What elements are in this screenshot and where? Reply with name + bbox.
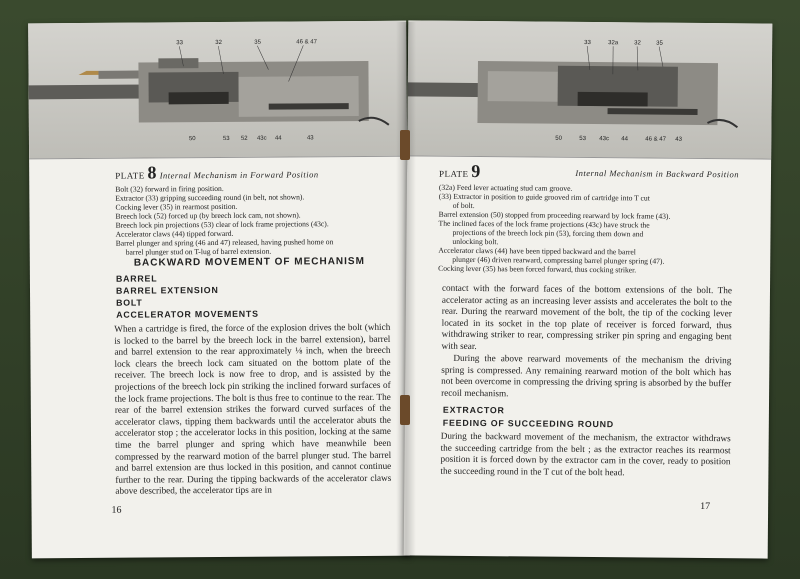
page-number: 16 bbox=[111, 504, 122, 516]
photo-label: 33 bbox=[584, 39, 591, 47]
caption-line: Cocking lever (35) in rearmost position. bbox=[115, 201, 238, 212]
plate-caption: Internal Mechanism in Forward Position bbox=[159, 169, 319, 181]
caption-line: projections of the breech lock pin (53), forcing them down and bbox=[452, 227, 644, 239]
caption-line: Barrel plunger and spring (46 and 47) released, having pushed home on bbox=[115, 237, 334, 248]
body-paragraph: During the backward movement of the mechanism, the extractor withdraws the succeeding cartridge from the belt ; as the extractor reaches its rearmost position it is forced down by the extractor cam in the cover, ready to position the succeeding round in the T cut of the bolt head. bbox=[440, 430, 731, 478]
plate-9-heading bbox=[439, 161, 739, 185]
subhead-bolt: BOLT bbox=[116, 297, 143, 308]
photo-label: 50 bbox=[555, 135, 563, 142]
photo-label: 35 bbox=[254, 39, 261, 46]
caption-line: Barrel extension (50) stopped from proceeding rearward by lock frame (43). bbox=[438, 209, 671, 221]
photo-label: 53 bbox=[222, 135, 230, 142]
caption-line: plunger (46) driven rearward, compressing barrel plunger spring (47). bbox=[452, 254, 665, 266]
plate-8-captions bbox=[115, 183, 385, 257]
photo-label: 32 bbox=[634, 40, 641, 47]
plate-prefix: PLATE bbox=[115, 170, 145, 181]
plate-9-captions bbox=[438, 183, 739, 276]
photo-label: 43c bbox=[599, 136, 610, 143]
plate-8-heading bbox=[115, 161, 319, 183]
staple bbox=[400, 395, 410, 425]
photo-label: 43c bbox=[256, 135, 267, 142]
plate-caption: Internal Mechanism in Backward Position bbox=[575, 167, 740, 180]
subhead-barrel: BARREL bbox=[115, 273, 158, 284]
plate-number: 9 bbox=[471, 160, 481, 182]
caption-line: (33) Extractor in position to guide grooved rim of cartridge into T cut bbox=[438, 191, 650, 203]
body-paragraph: contact with the forward faces of the bottom extensions of the bolt. The accelerator acting as an increasing lever assists and accelerates the bolt to the rear. During the rearward movement of the bolt, the tip of the cocking lever located in its socket in the top plate of receiver is forced forward, thus withdrawing striker to rear, compressing striker pin spring and engaging bent with sear. bbox=[441, 282, 733, 351]
photo-label: 32 bbox=[215, 39, 222, 47]
caption-line: Extractor (33) gripping succeeding round (in belt, not shown). bbox=[115, 192, 305, 203]
section-title: BACKWARD MOVEMENT OF MECHANISM bbox=[133, 255, 365, 269]
caption-line: Bolt (32) forward in firing position. bbox=[115, 183, 224, 194]
mechanism-forward-illustration bbox=[28, 21, 407, 159]
photo-label: 46 & 47 bbox=[296, 39, 317, 46]
photo-label: 44 bbox=[274, 135, 282, 142]
body-paragraph: When a cartridge is fired, the force of the explosion drives the bolt (which is locked to the barrel by the breech lock in the barrel extension), barrel and barrel extension to the rear approximately ⅛ inch, when the breech lock clears the breech lock cam situated on the bottom plate of the receiver. The breech lock is now free to drop, and is assisted by the projections of the breech lock pin striking the inclined forward surfaces of the lock frame projections. The bolt is thus free to continue to the rear. The rear of the barrel extension strikes the forward curved surfaces of the accelerator claws, tipping them backwards until the accelerator abuts the accelerator stop ; the accelerator locks in this position, locking at the same time the barrel plunger and spring which have meanwhile been compressed by the rearward motion of the barrel plunger stud. The barrel and barrel extension are thus locked in this position, and cannot continue further to the rear. During the tipping backwards of the accelerator claws above described, the accelerator tips are in bbox=[114, 321, 392, 497]
plate-9-photo bbox=[407, 20, 772, 159]
staple bbox=[400, 130, 410, 160]
photo-label: 33 bbox=[176, 40, 183, 47]
caption-line: Cocking lever (35) has been forced forward, thus cocking striker. bbox=[438, 263, 637, 275]
photo-label: 44 bbox=[621, 136, 629, 143]
photo-label: 43 bbox=[306, 135, 314, 142]
photo-label: 46 & 47 bbox=[645, 136, 667, 143]
photo-label: 43 bbox=[675, 136, 683, 143]
photo-label: 35 bbox=[656, 40, 663, 47]
photo-label: 53 bbox=[579, 135, 587, 142]
page-number: 17 bbox=[700, 500, 711, 513]
left-page bbox=[28, 21, 410, 559]
subhead-feeding: FEEDING OF SUCCEEDING ROUND bbox=[442, 417, 615, 430]
mechanism-backward-illustration bbox=[407, 20, 772, 158]
caption-line: (32a) Feed lever actuating stud cam groove. bbox=[438, 182, 573, 193]
body-paragraph: During the above rearward movements of the mechanism the driving spring is compressed. Any remaining rearward motion of the bolt which has not been overcome in compressing the driving spring is absorbed by the buffer recoil mechanism. bbox=[441, 352, 732, 399]
plate-number: 8 bbox=[147, 162, 158, 183]
right-page bbox=[404, 20, 773, 558]
caption-line: unlocking bolt. bbox=[452, 236, 499, 247]
caption-line: Breech lock pin projections (53) clear of lock frame projections (43c). bbox=[115, 219, 329, 230]
caption-line: Breech lock (52) forced up (by breech lock cam, not shown). bbox=[115, 210, 301, 221]
subhead-extractor: EXTRACTOR bbox=[442, 404, 505, 416]
plate-prefix: PLATE bbox=[438, 168, 469, 179]
caption-line: Accelerator claws (44) have been tipped backward and the barrel bbox=[438, 245, 636, 257]
plate-8-photo bbox=[28, 21, 407, 160]
subhead-accelerator-movements: ACCELERATOR MOVEMENTS bbox=[116, 308, 259, 320]
caption-line: of bolt. bbox=[452, 200, 475, 211]
photo-label: 32a bbox=[608, 40, 619, 47]
subhead-barrel-extension: BARREL EXTENSION bbox=[115, 285, 219, 296]
photo-label: 52 bbox=[240, 135, 248, 142]
caption-line: Accelerator claws (44) tipped forward. bbox=[115, 228, 234, 239]
caption-line: barrel plunger stud on T-lug of barrel extension. bbox=[125, 246, 272, 257]
caption-line: The inclined faces of the lock frame projections (43c) have struck the bbox=[438, 218, 650, 230]
photo-label: 50 bbox=[188, 136, 196, 143]
